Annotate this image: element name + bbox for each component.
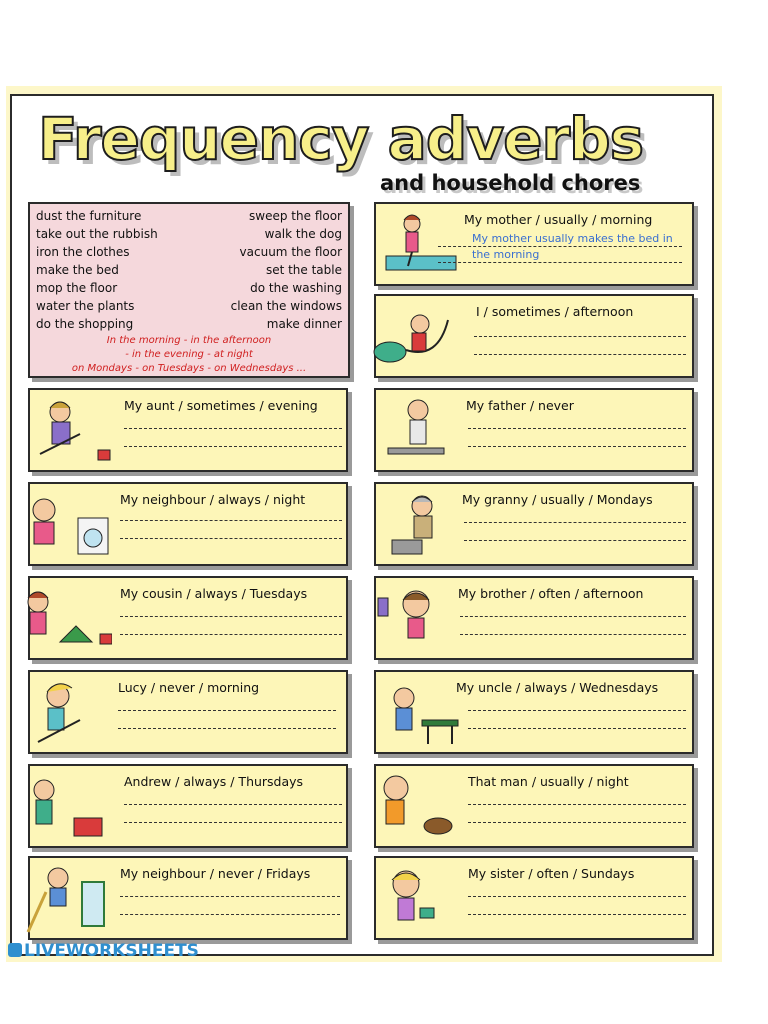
vocab-item: make the bed <box>36 263 119 277</box>
vocabulary-box <box>28 202 350 378</box>
exercise-card <box>28 482 348 566</box>
vocab-row <box>36 261 342 279</box>
exercise-prompt: My aunt / sometimes / evening <box>124 398 318 413</box>
vocab-row <box>36 207 342 225</box>
answer-line <box>464 540 686 541</box>
vocab-item: vacuum the floor <box>239 245 342 259</box>
answer-line <box>120 520 342 521</box>
example-answer: the morning <box>472 248 540 261</box>
exercise-prompt: My neighbour / never / Fridays <box>120 866 311 881</box>
exercise-card <box>374 388 694 472</box>
answer-line <box>120 538 342 539</box>
exercise-card <box>374 294 694 378</box>
woman-making-bed-illustration <box>378 208 470 282</box>
exercise-prompt: I / sometimes / afternoon <box>476 304 634 319</box>
answer-line <box>464 522 686 523</box>
answer-line <box>468 896 686 897</box>
time-expression: - in the evening - at night <box>125 349 253 360</box>
answer-line <box>468 728 686 729</box>
answer-line <box>120 896 340 897</box>
boy-dusting-illustration <box>374 582 466 656</box>
girl-sweeping-illustration <box>18 676 110 750</box>
page-title: Frequency adverbs <box>38 105 644 173</box>
time-expression: on Mondays - on Tuesdays - on Wednesdays ... <box>71 363 307 374</box>
logo-icon <box>8 943 22 957</box>
girl-shopping-illustration <box>20 582 112 656</box>
vocab-item: walk the dog <box>264 227 342 241</box>
exercise-card <box>28 764 348 848</box>
vocab-row <box>36 315 342 333</box>
vocab-item: make dinner <box>266 317 342 331</box>
answer-line <box>468 710 686 711</box>
liveworksheets-logo[interactable] <box>8 940 208 962</box>
answer-line <box>460 616 686 617</box>
logo-text: LIVEWORKSHEETS <box>24 941 199 961</box>
boy-vacuuming-illustration <box>368 300 460 374</box>
page-subtitle: and household chores <box>380 171 641 195</box>
man-ironing-illustration <box>378 394 470 468</box>
vocab-item: take out the rubbish <box>36 227 158 241</box>
vocab-row <box>36 225 342 243</box>
answer-line <box>120 914 340 915</box>
vocab-item: mop the floor <box>36 281 118 295</box>
exercise-prompt: My father / never <box>466 398 574 413</box>
answer-line <box>468 822 686 823</box>
exercise-prompt: My mother / usually / morning <box>464 212 653 227</box>
exercise-card <box>28 576 348 660</box>
answer-line <box>438 246 682 247</box>
exercise-card <box>28 388 348 472</box>
vocab-item: clean the windows <box>230 299 342 313</box>
answer-line <box>460 634 686 635</box>
girl-watering-plants-illustration <box>364 862 456 936</box>
vocab-item: sweep the floor <box>249 209 342 223</box>
exercise-card <box>374 576 694 660</box>
answer-line <box>118 710 336 711</box>
vocab-item: water the plants <box>36 299 135 313</box>
exercise-card <box>374 764 694 848</box>
exercise-prompt: Lucy / never / morning <box>118 680 260 695</box>
vocab-item: dust the furniture <box>36 209 142 223</box>
man-walking-dog-illustration <box>368 770 460 844</box>
exercise-prompt: That man / usually / night <box>468 774 629 789</box>
exercise-prompt: My sister / often / Sundays <box>468 866 635 881</box>
vocab-item: set the table <box>265 263 342 277</box>
time-expression: In the morning - in the afternoon <box>106 335 272 346</box>
vocab-row <box>36 297 342 315</box>
exercise-card <box>28 856 348 940</box>
exercise-card <box>28 670 348 754</box>
exercise-card <box>374 482 694 566</box>
answer-line <box>474 354 686 355</box>
answer-line <box>438 262 682 263</box>
exercise-card <box>374 856 694 940</box>
vocab-item: iron the clothes <box>36 245 130 259</box>
answer-line <box>124 428 342 429</box>
exercise-prompt: My neighbour / always / night <box>120 492 306 507</box>
exercise-prompt: My cousin / always / Tuesdays <box>120 586 308 601</box>
man-setting-table-illustration <box>374 676 466 750</box>
example-answer: My mother usually makes the bed in <box>472 232 673 245</box>
exercise-prompt: My brother / often / afternoon <box>458 586 644 601</box>
exercise-card <box>374 670 694 754</box>
answer-line <box>468 804 686 805</box>
man-cleaning-windows-illustration <box>18 862 110 936</box>
vocab-item: do the washing <box>250 281 342 295</box>
exercise-card <box>374 202 694 286</box>
answer-line <box>468 914 686 915</box>
man-taking-out-rubbish-illustration <box>20 770 112 844</box>
granny-cooking-illustration <box>372 488 464 562</box>
answer-line <box>468 446 686 447</box>
exercise-prompt: My granny / usually / Mondays <box>462 492 653 507</box>
man-doing-washing-illustration <box>22 488 114 562</box>
answer-line <box>120 616 342 617</box>
answer-line <box>118 728 336 729</box>
answer-line <box>124 446 342 447</box>
exercise-prompt: Andrew / always / Thursdays <box>124 774 304 789</box>
woman-sweeping-illustration <box>20 394 112 468</box>
answer-line <box>124 822 342 823</box>
vocab-item: do the shopping <box>36 317 134 331</box>
answer-line <box>474 336 686 337</box>
exercise-prompt: My uncle / always / Wednesdays <box>456 680 659 695</box>
vocab-row <box>36 279 342 297</box>
answer-line <box>120 634 342 635</box>
answer-line <box>468 428 686 429</box>
vocab-row <box>36 243 342 261</box>
answer-line <box>124 804 342 805</box>
